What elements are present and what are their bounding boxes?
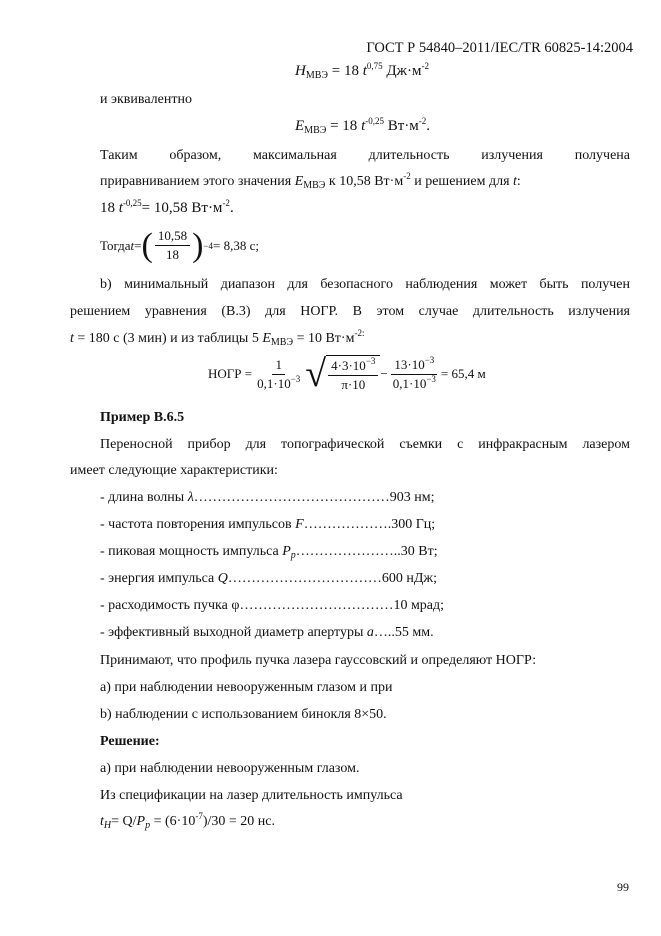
paragraph-line: Таким образом, максимальная длительность излучения получена (100, 148, 630, 163)
paragraph-line: b) минимальный диапазон для безопасного наблюдения может быть получен (100, 277, 630, 292)
eq-text: = (6·10 (150, 814, 196, 829)
spec-label: - эффективный выходной диаметр апертуры (100, 625, 367, 640)
eq-text: = (134, 237, 142, 253)
text-run: и решением для (410, 174, 514, 189)
den-text: 0,1·10 (257, 375, 291, 391)
eq-symbol: E (295, 118, 305, 134)
fraction-denominator (254, 375, 303, 392)
spec-item (100, 490, 435, 506)
example-title-text: Пример B.6.5 (100, 410, 185, 425)
eq-end: . (229, 200, 234, 216)
text-run: = 10 Вт·м (293, 331, 355, 346)
eq-subscript: H (103, 820, 112, 831)
text-run: приравниванием этого значения (100, 174, 295, 189)
spec-dots: …………………………… (227, 571, 382, 586)
fraction-numerator (391, 354, 437, 375)
num-text: 13·10 (394, 356, 425, 372)
right-paren-icon: ) (192, 226, 204, 264)
page-header: ГОСТ Р 54840–2011/IEC/TR 60825-14:2004 (366, 40, 633, 56)
spec-symbol: P (282, 544, 291, 559)
eq-unit-exponent: -2 (421, 61, 429, 71)
equation-th (100, 811, 275, 831)
spec-symbol: Q (217, 571, 228, 586)
eq-text: = 18 (326, 118, 362, 134)
num-exponent: −3 (365, 356, 376, 366)
spec-dots: ….. (373, 625, 395, 640)
den-text: 0,1·10 (392, 375, 427, 391)
page-number: 99 (617, 880, 629, 894)
text-variable: t (513, 174, 517, 189)
text-exponent: -2: (354, 328, 365, 338)
equation-h-mve (295, 63, 429, 80)
equation-t (100, 200, 234, 217)
den-exponent: −3 (290, 373, 301, 384)
fraction (390, 354, 439, 392)
eq-text: = Q/ (111, 814, 137, 829)
formula-minus: − (380, 366, 388, 381)
eq-label: Тогда (100, 237, 131, 253)
square-root (305, 355, 380, 393)
eq-unit-exponent: -2 (418, 116, 427, 126)
fraction (254, 357, 303, 392)
num-exponent: −3 (424, 354, 435, 365)
eq-end: . (426, 118, 431, 134)
text-line: а) при наблюдении невооруженным глазом и при (100, 680, 393, 695)
formula-result: = 65,4 м (440, 366, 486, 381)
eq-variable: t (362, 63, 367, 79)
paragraph-line (70, 328, 365, 348)
spec-value: 30 Вт; (400, 544, 438, 559)
fraction-numerator: 1 (272, 357, 285, 375)
text-run: : (516, 174, 521, 189)
eq-variable: t (100, 814, 104, 829)
spec-dots: …………………………………… (193, 490, 390, 505)
eq-text: = 18 (328, 63, 363, 79)
text-symbol: E (262, 331, 271, 346)
spec-symbol-subscript: p (290, 550, 296, 561)
eq-exponent: -0,25 (122, 198, 142, 208)
fraction (155, 228, 190, 263)
solution-title (100, 734, 160, 750)
eq-subscript: МВЭ (305, 70, 329, 81)
eq-variable: t (361, 118, 366, 134)
spec-item (100, 517, 435, 533)
eq-result: = 8,38 с; (213, 237, 259, 253)
sqrt-body (326, 355, 380, 393)
eq-unit: Дж·м (382, 63, 422, 79)
left-paren-icon: ( (141, 226, 153, 264)
spec-label: - пиковая мощность импульса (100, 544, 283, 559)
eq-subscript: МВЭ (304, 125, 327, 136)
text-variable: t (70, 331, 74, 346)
spec-label: - расходимость пучка φ (100, 598, 240, 613)
equation-togda: Тогда t = ( $\frac{10,58}{18}$ ) −4 = 8,38 с; (100, 226, 259, 264)
paragraph-line: имеет следующие характеристики: (70, 463, 278, 478)
spec-label: - частота повторения импульсов (100, 517, 296, 532)
spec-value: 55 мм. (394, 625, 434, 640)
text-subscript: МВЭ (270, 337, 294, 348)
spec-symbol: a (366, 625, 374, 640)
eq-unit: Вт·м (383, 118, 419, 134)
eq-exponent: -7 (195, 811, 203, 821)
paragraph-line (100, 171, 521, 191)
spec-label: - энергия импульса (100, 571, 218, 586)
spec-value: 903 нм; (389, 490, 435, 505)
paragraph-line: Переносной прибор для топографической съемки с инфракрасным лазером (100, 437, 630, 452)
eq-text: )/30 = 20 нс. (202, 814, 275, 829)
spec-dots: ………………….. (295, 544, 401, 559)
fraction (328, 358, 378, 393)
eq-exponent: -2 (222, 198, 230, 208)
text-line: а) при наблюдении невооруженным глазом. (100, 761, 360, 776)
spec-value: 10 мрад; (393, 598, 445, 613)
spec-dots: ………………. (303, 517, 392, 532)
spec-item (100, 544, 438, 560)
spec-value: 300 Гц; (391, 517, 436, 532)
paragraph-line: решением уравнения (B.3) для НОГР. В этом случае длительность излучения (70, 304, 630, 319)
spec-symbol: λ (187, 490, 194, 505)
text-line: b) наблюдении с использованием бинокля 8×50. (100, 707, 387, 722)
spec-value: 600 нДж; (381, 571, 437, 586)
text-line: Принимают, что профиль пучка лазера гауссовский и определяют НОГР: (100, 653, 537, 668)
eq-text: = 10,58 Вт·м (141, 200, 223, 216)
solution-title-text: Решение: (100, 734, 160, 749)
eq-subscript: p (145, 820, 151, 831)
eq-text: 18 (100, 200, 119, 216)
text-line: Из спецификации на лазер длительность импульса (100, 788, 403, 803)
eq-exponent: 0,75 (366, 61, 383, 71)
spec-label: - длина волны (100, 490, 188, 505)
spec-dots: …………………………… (239, 598, 394, 613)
fraction-numerator: 10,58 (155, 228, 190, 246)
fraction-denominator: 18 (165, 247, 179, 262)
text-line: и эквивалентно (100, 92, 192, 107)
text-run: к 10,58 Вт·м (325, 174, 404, 189)
text-exponent: -2 (403, 171, 411, 181)
fraction-numerator (328, 358, 378, 376)
text-subscript: МВЭ (303, 180, 326, 191)
formula-lhs: НОГР = (208, 366, 253, 381)
example-title (100, 410, 184, 426)
eq-symbol: P (136, 814, 146, 829)
fraction-denominator (390, 375, 439, 392)
eq-variable: t (118, 200, 123, 216)
formula-nogr (208, 355, 486, 393)
text-run: = 180 с (3 мин) и из таблицы 5 (73, 331, 263, 346)
spec-item (100, 571, 437, 587)
equation-e-mve (295, 118, 430, 135)
eq-variable: t (130, 237, 135, 253)
sqrt-icon: √ (305, 353, 327, 395)
den-exponent: −3 (426, 373, 436, 384)
spec-item (100, 625, 434, 641)
fraction-denominator: π·10 (341, 377, 366, 392)
text-symbol: E (294, 174, 304, 189)
spec-symbol: F (295, 517, 304, 532)
eq-exponent: -0,25 (365, 116, 384, 126)
num-text: 4·3·10 (331, 358, 366, 373)
eq-symbol: H (295, 63, 306, 79)
spec-item (100, 598, 444, 614)
